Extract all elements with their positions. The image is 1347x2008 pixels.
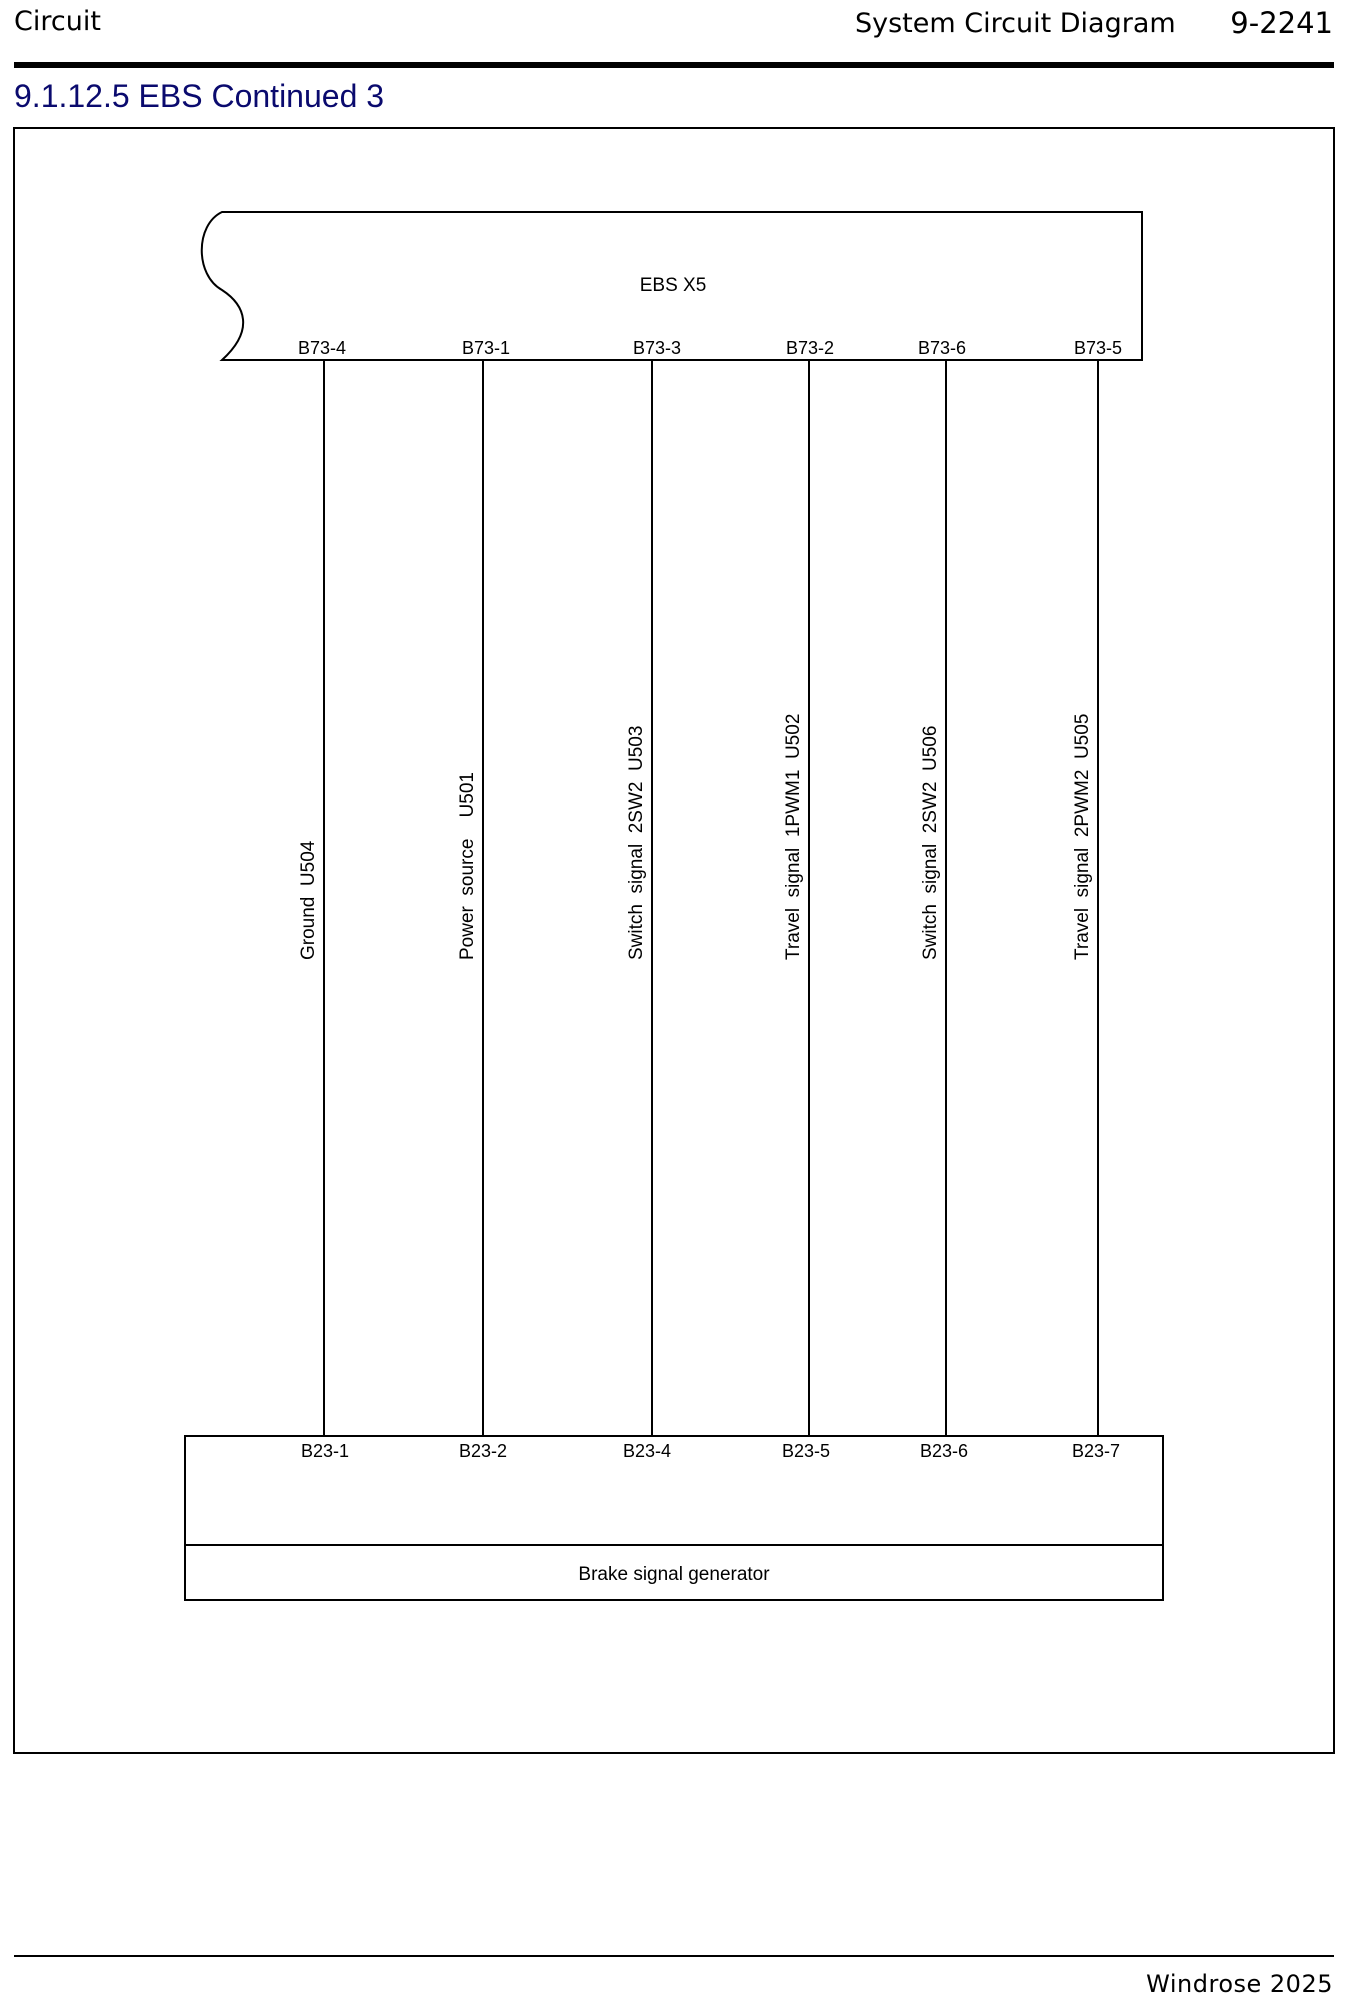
top-pin-label: B73-4	[297, 338, 347, 358]
bottom-pin-label: B23-6	[919, 1441, 969, 1461]
top-pin-label: B73-3	[632, 338, 682, 358]
header-section: Circuit	[14, 6, 101, 37]
top-pin-label: B73-5	[1073, 338, 1123, 358]
footer-brand: Windrose 2025	[1146, 1970, 1333, 1998]
wire-signal-label: Travel signal 2PWM2 U505	[1072, 713, 1093, 960]
top-pin-label: B73-1	[461, 338, 511, 358]
wire-group	[298, 338, 1122, 1461]
bottom-pin-label: B23-5	[781, 1441, 831, 1461]
header-page-number: 9-2241	[1230, 6, 1333, 40]
section-title: 9.1.12.5 EBS Continued 3	[14, 78, 385, 114]
bottom-pin-label: B23-7	[1071, 1441, 1121, 1461]
footer-rule	[14, 1955, 1334, 1957]
bottom-pin-label: B23-2	[458, 1441, 508, 1461]
top-pin-label: B73-6	[917, 338, 967, 358]
ebs-x5-label: EBS X5	[639, 275, 707, 296]
bottom-pin-label: B23-1	[300, 1441, 350, 1461]
diagram-frame	[14, 128, 1334, 1753]
header-doc-title: System Circuit Diagram	[855, 8, 1176, 39]
top-pin-label: B73-2	[785, 338, 835, 358]
wire-signal-label: Switch signal 2SW2 U506	[920, 725, 941, 960]
wire-signal-label: Switch signal 2SW2 U503	[626, 725, 647, 960]
wire-signal-label: Power source U501	[457, 772, 478, 960]
wire-signal-label: Ground U504	[298, 840, 319, 960]
bottom-pin-label: B23-4	[622, 1441, 672, 1461]
brake-signal-generator-label: Brake signal generator	[578, 1564, 770, 1585]
wire-signal-label: Travel signal 1PWM1 U502	[783, 713, 804, 960]
